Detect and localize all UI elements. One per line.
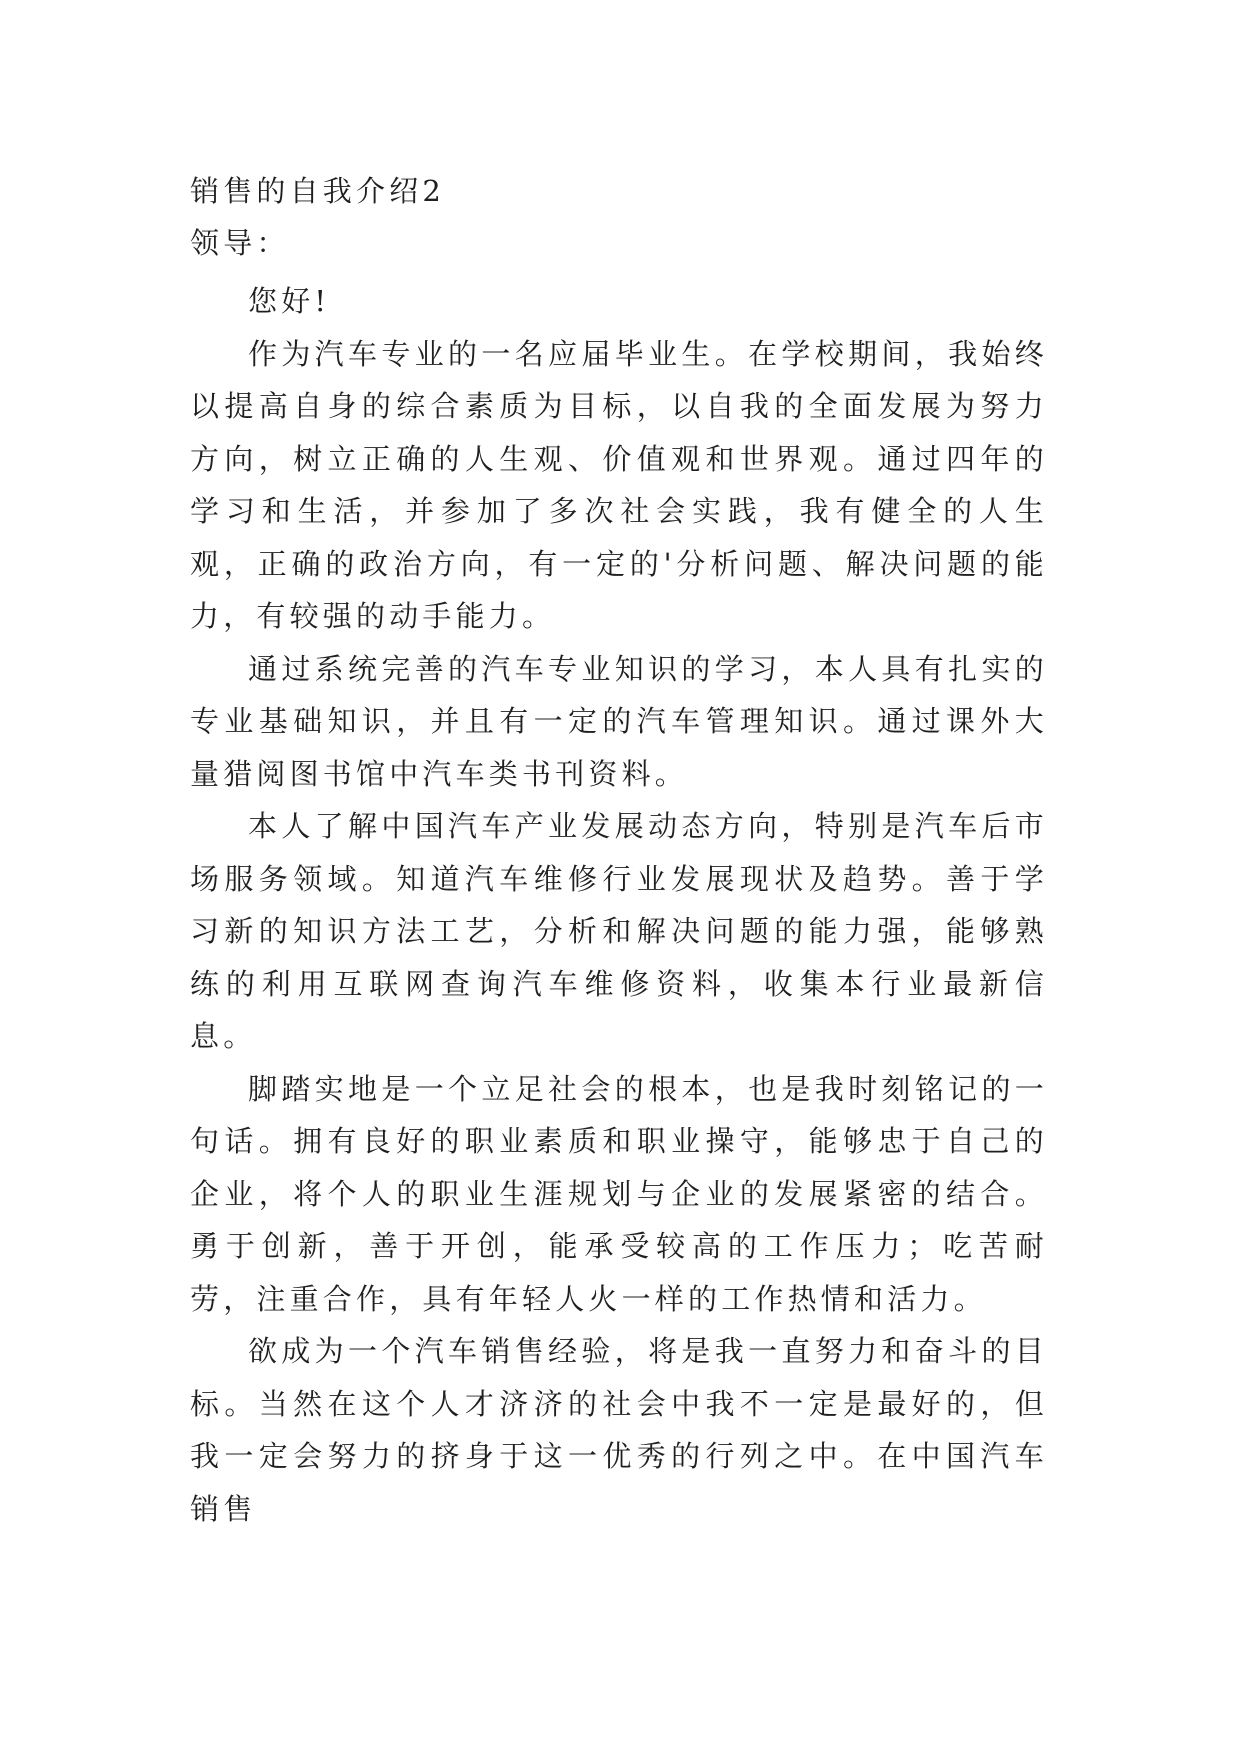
paragraph-industry: 本人了解中国汽车产业发展动态方向，特别是汽车后市场服务领域。知道汽车维修行业发展现状及趋势。善于学习新的知识方法工艺，分析和解决问题的能力强，能够熟练的利用互联网查询汽车维修资料，收集本行业最新信息。 bbox=[190, 809, 1048, 1053]
document-body bbox=[190, 165, 1048, 1535]
salutation: 领导： bbox=[190, 226, 290, 260]
paragraph-character: 脚踏实地是一个立足社会的根本，也是我时刻铭记的一句话。拥有良好的职业素质和职业操守，能够忠于自己的企业，将个人的职业生涯规划与企业的发展紧密的结合。勇于创新，善于开创，能承受较高的工作压力；吃苦耐劳，注重合作，具有年轻人火一样的工作热情和活力。 bbox=[190, 1071, 1048, 1316]
paragraph-goal: 欲成为一个汽车销售经验，将是我一直努力和奋斗的目标。当然在这个人才济济的社会中我不一定是最好的，但我一定会努力的挤身于这一优秀的行列之中。在中国汽车销售 bbox=[190, 1334, 1048, 1526]
paragraph-education: 作为汽车专业的一名应届毕业生。在学校期间，我始终以提高自身的综合素质为目标，以自我的全面发展为努力方向，树立正确的人生观、价值观和世界观。通过四年的学习和生活，并参加了多次社会实践，我有健全的人生观，正确的政治方向，有一定的'分析问题、解决问题的能力，有较强的动手能力。 bbox=[190, 336, 1048, 633]
document-title: 销售的自我介绍2 bbox=[190, 174, 446, 208]
greeting: 您好! bbox=[248, 284, 331, 318]
paragraph-knowledge: 通过系统完善的汽车专业知识的学习，本人具有扎实的专业基础知识，并且有一定的汽车管理知识。通过课外大量猎阅图书馆中汽车类书刊资料。 bbox=[190, 651, 1048, 791]
